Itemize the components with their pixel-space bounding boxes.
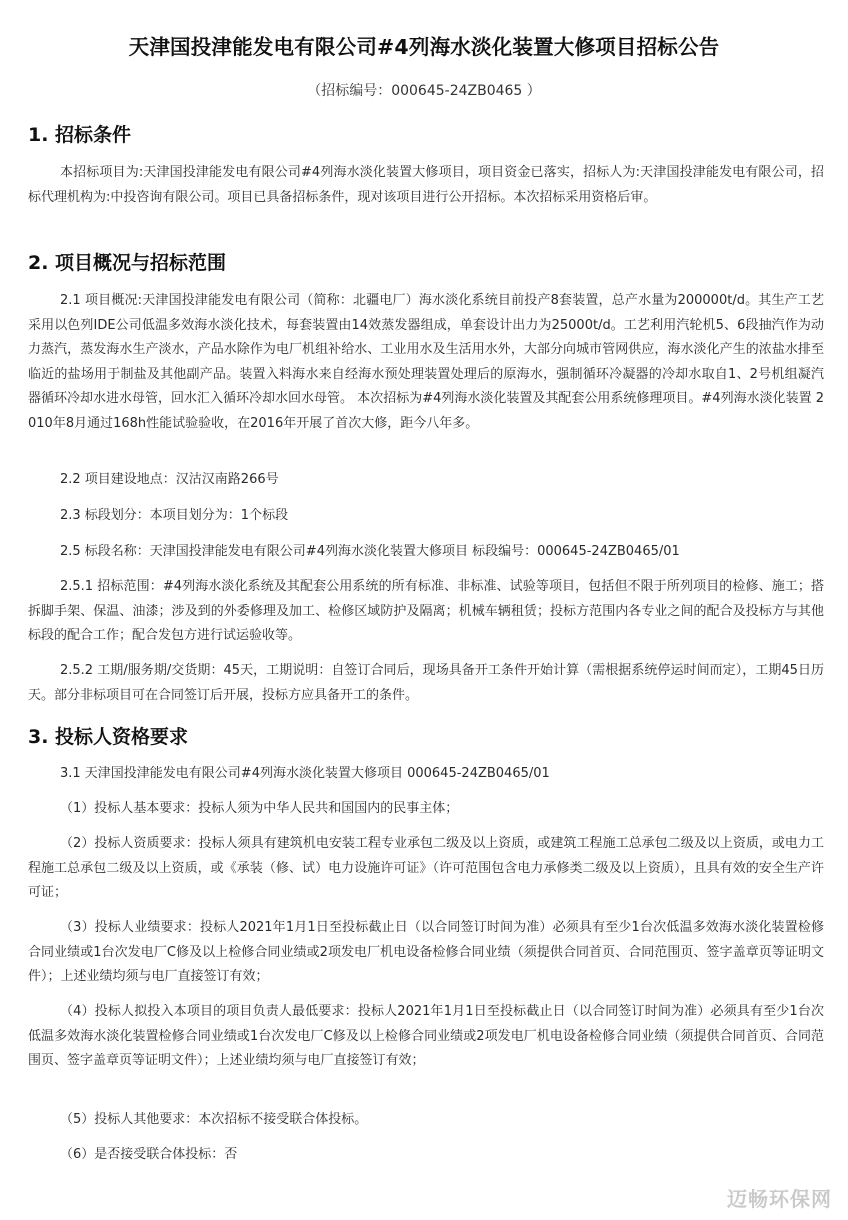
- section-1-paragraph: 本招标项目为:天津国投津能发电有限公司#4列海水淡化装置大修项目，项目资金已落实，招标人为:天津国投津能发电有限公司，招标代理机构为:中投咨询有限公司。项目已具备招标条件，现对该项目进行公开招标。本次招标采用资格后审。: [28, 165, 824, 205]
- section-heading-1: 1. 招标条件: [28, 124, 132, 146]
- tender-number: （招标编号：000645-24ZB0465 ）: [307, 83, 541, 99]
- site-watermark: 迈畅环保网: [727, 1187, 832, 1211]
- qualification-lot: 3.1 天津国投津能发电有限公司#4列海水淡化装置大修项目 000645-24ZB0465/01: [60, 766, 550, 781]
- tender-scope: 2.5.1 招标范围：#4列海水淡化系统及其配套公用系统的所有标准、非标准、试验等项目，包括但不限于所列项目的检修、施工；搭拆脚手架、保温、油漆；涉及到的外委修理及加工、检修区域防护及隔离；机械车辆租赁；投标方范围内各专业之间的配合及投标方与其他标段的配合工作；配合发包方进行试运验收等。: [28, 579, 824, 643]
- project-overview-paragraph: 2.1 项目概况:天津国投津能发电有限公司（简称：北疆电厂）海水淡化系统目前投产8套装置，总产水量为200000t/d。其生产工艺采用以色列IDE公司低温多效海水淡化技术，每套装置由14效蒸发器组成，单套设计出力为25000t/d。工艺利用汽轮机5、6段抽汽作为动力蒸汽，蒸发海水生产淡水，产品水除作为电厂机组补给水、工业用水及生活用水外，大部分向城市管网供应，海水淡化产生的浓盐水排至临近的盐场用于制盐及其他副产品。装置入料海水来自经海水预处理装置处理后的原海水，强制循环冷凝器的冷却水取自1、2号机组凝汽器循环冷却水进水母管，回水汇入循环冷却水回水母管。 本次招标为#4列海水淡化装置及其配套公用系统修理项目。#4列海水淡化装置 2010年8月通过168h性能试验验收，在2016年开展了首次大修，距今八年多。: [28, 293, 824, 431]
- qualification-requirement: （2）投标人资质要求：投标人须具有建筑机电安装工程专业承包二级及以上资质，或建筑工程施工总承包二级及以上资质，或电力工程施工总承包二级及以上资质，或《承装（修、试）电力设施许可证》（许可范围包含电力承修类二级及以上资质），且具有效的安全生产许可证；: [28, 836, 824, 900]
- construction-location: 2.2 项目建设地点：汉沽汉南路266号: [60, 472, 279, 487]
- construction-period: 2.5.2 工期/服务期/交货期：45天，工期说明：自签订合同后，现场具备开工条件开始计算（需根据系统停运时间而定），工期45日历天。部分非标项目可在合同签订后开展，投标方应具备开工的条件。: [28, 663, 824, 703]
- project-manager-requirement: （4）投标人拟投入本项目的项目负责人最低要求：投标人2021年1月1日至投标截止日（以合同签订时间为准）必须具有至少1台次低温多效海水淡化装置检修合同业绩或1台次发电厂C修及以上检修合同业绩或2项发电厂机电设备检修合同业绩（须提供合同首页、合同范围页、签字盖章页等证明文件）；上述业绩均须与电厂直接签订有效；: [28, 1004, 824, 1068]
- lot-name: 2.5 标段名称：天津国投津能发电有限公司#4列海水淡化装置大修项目 标段编号：000645-24ZB0465/01: [60, 544, 680, 559]
- other-requirement: （5）投标人其他要求：本次招标不接受联合体投标。: [60, 1112, 368, 1127]
- page-title: 天津国投津能发电有限公司#4列海水淡化装置大修项目招标公告: [128, 35, 720, 59]
- section-heading-2: 2. 项目概况与招标范围: [28, 252, 227, 274]
- consortium-bidding: （6）是否接受联合体投标：否: [60, 1147, 238, 1162]
- lot-division: 2.3 标段划分：本项目划分为：1个标段: [60, 508, 289, 523]
- basic-requirement: （1）投标人基本要求：投标人须为中华人民共和国国内的民事主体；: [60, 801, 459, 816]
- section-heading-3: 3. 投标人资格要求: [28, 726, 189, 748]
- performance-requirement: （3）投标人业绩要求：投标人2021年1月1日至投标截止日（以合同签订时间为准）必须具有至少1台次低温多效海水淡化装置检修合同业绩或1台次发电厂C修及以上检修合同业绩或2项发电厂机电设备检修合同业绩（须提供合同首页、合同范围页、签字盖章页等证明文件）；上述业绩均须与电厂直接签订有效；: [28, 920, 824, 984]
